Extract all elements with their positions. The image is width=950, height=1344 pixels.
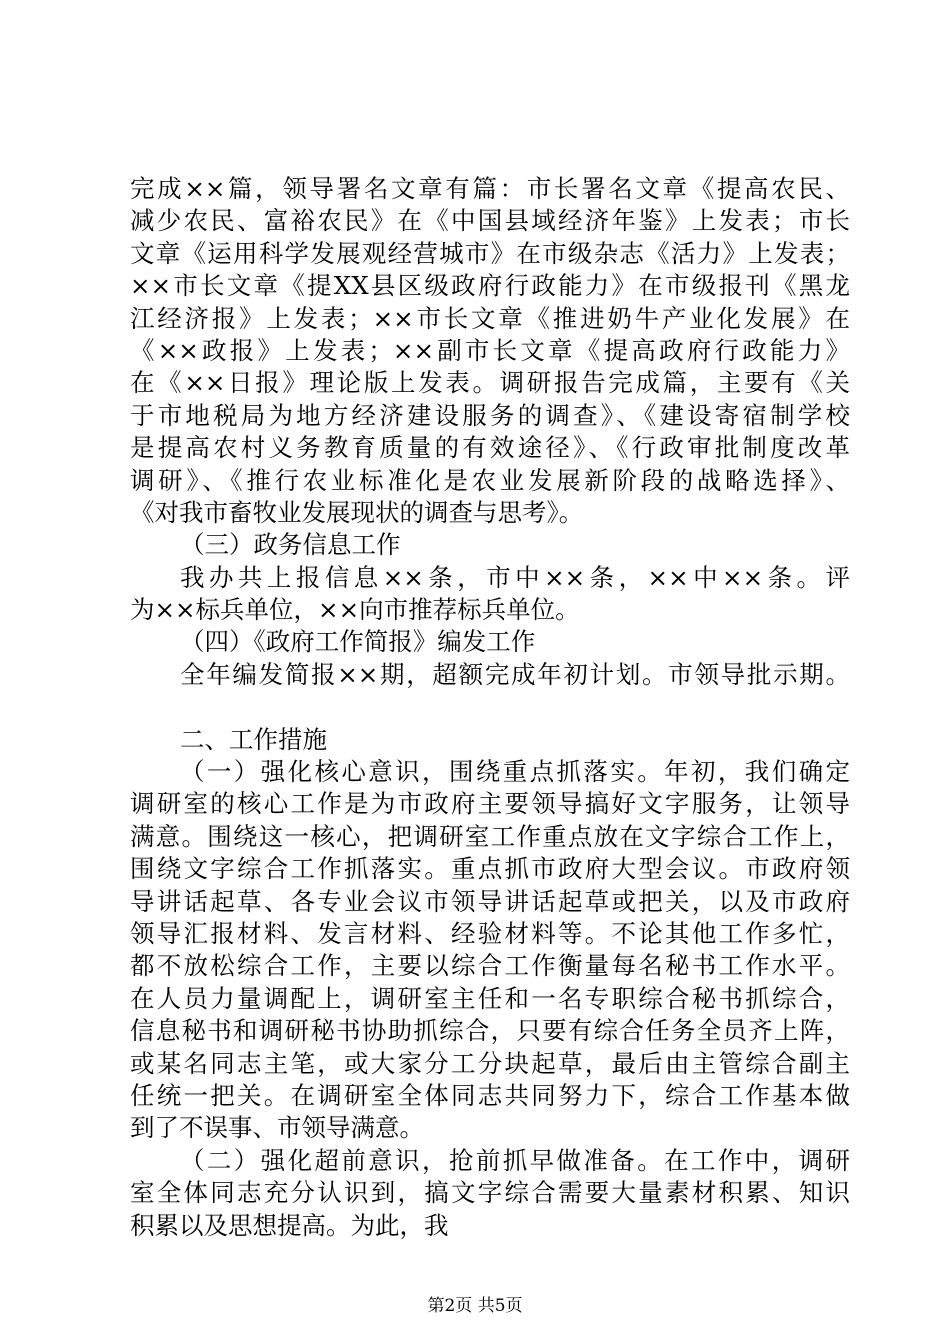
text-line: 完成××篇，领导署名文章有篇：市长署名文章《提高农民、 — [130, 174, 850, 203]
text-line: 调研》、《推行农业标准化是农业发展新阶段的战略选择》、 — [130, 465, 850, 495]
text-line: 减少农民、富裕农民》在《中国县域经济年鉴》上发表；市长 — [130, 206, 850, 236]
text-line: （二）强化超前意识，抢前抓早做准备。在工作中，调研 — [180, 1145, 850, 1175]
text-line: 在《××日报》理论版上发表。调研报告完成篇，主要有《关 — [130, 368, 850, 398]
text-line: 我办共上报信息××条，市中××条，××中××条。评 — [180, 562, 850, 592]
text-line: 于市地税局为地方经济建设服务的调查》、《建设寄宿制学校 — [130, 400, 850, 430]
text-line: （四）《政府工作简报》编发工作 — [180, 627, 536, 657]
text-line: （三）政务信息工作 — [180, 530, 401, 560]
blank-line — [130, 691, 850, 723]
text-line: 到了不误事、市领导满意。 — [130, 1113, 424, 1143]
text-line: 全年编发简报××期，超额完成年初计划。市领导批示期。 — [180, 659, 850, 689]
text-line: 文章《运用科学发展观经营城市》在市级杂志《活力》上发表； — [130, 238, 850, 268]
text-line: 室全体同志充分认识到，搞文字综合需要大量素材积累、知识 — [130, 1178, 850, 1208]
text-line: 为××标兵单位，××向市推荐标兵单位。 — [130, 595, 580, 625]
text-line: 都不放松综合工作，主要以综合工作衡量每名秘书工作水平。 — [130, 951, 850, 981]
text-line: 《对我市畜牧业发展现状的调查与思考》。 — [130, 497, 584, 527]
text-line: 围绕文字综合工作抓落实。重点抓市政府大型会议。市政府领 — [130, 854, 850, 884]
text-line: （一）强化核心意识，围绕重点抓落实。年初，我们确定 — [180, 757, 850, 787]
text-line: 或某名同志主笔，或大家分工分块起草，最后由主管综合副主 — [130, 1048, 850, 1078]
text-line: ××市长文章《提XX县区级政府行政能力》在市级报刊《黑龙 — [130, 271, 850, 301]
text-line: 领导汇报材料、发言材料、经验材料等。不论其他工作多忙， — [130, 918, 850, 948]
text-line: 《××政报》上发表；××副市长文章《提高政府行政能力》 — [130, 335, 850, 365]
text-line: 满意。围绕这一核心，把调研室工作重点放在文字综合工作上， — [130, 821, 850, 851]
text-line: 调研室的核心工作是为市政府主要领导搞好文字服务，让领导 — [130, 789, 850, 819]
text-line: 二、工作措施 — [180, 724, 327, 754]
document-body — [130, 173, 850, 1242]
text-line: 任统一把关。在调研室全体同志共同努力下，综合工作基本做 — [130, 1080, 850, 1110]
text-line: 是提高农村义务教育质量的有效途径》、《行政审批制度改革 — [130, 433, 850, 463]
text-line: 导讲话起草、各专业会议市领导讲话起草或把关，以及市政府 — [130, 886, 850, 916]
text-line: 在人员力量调配上，调研室主任和一名专职综合秘书抓综合， — [130, 983, 850, 1013]
text-line: 江经济报》上发表；××市长文章《推进奶牛产业化发展》在 — [130, 303, 850, 333]
text-line: 信息秘书和调研秘书协助抓综合，只要有综合任务全员齐上阵， — [130, 1016, 850, 1046]
text-line: 积累以及思想提高。为此，我 — [130, 1210, 449, 1240]
page-number-footer: 第2页 共5页 — [427, 1296, 523, 1316]
